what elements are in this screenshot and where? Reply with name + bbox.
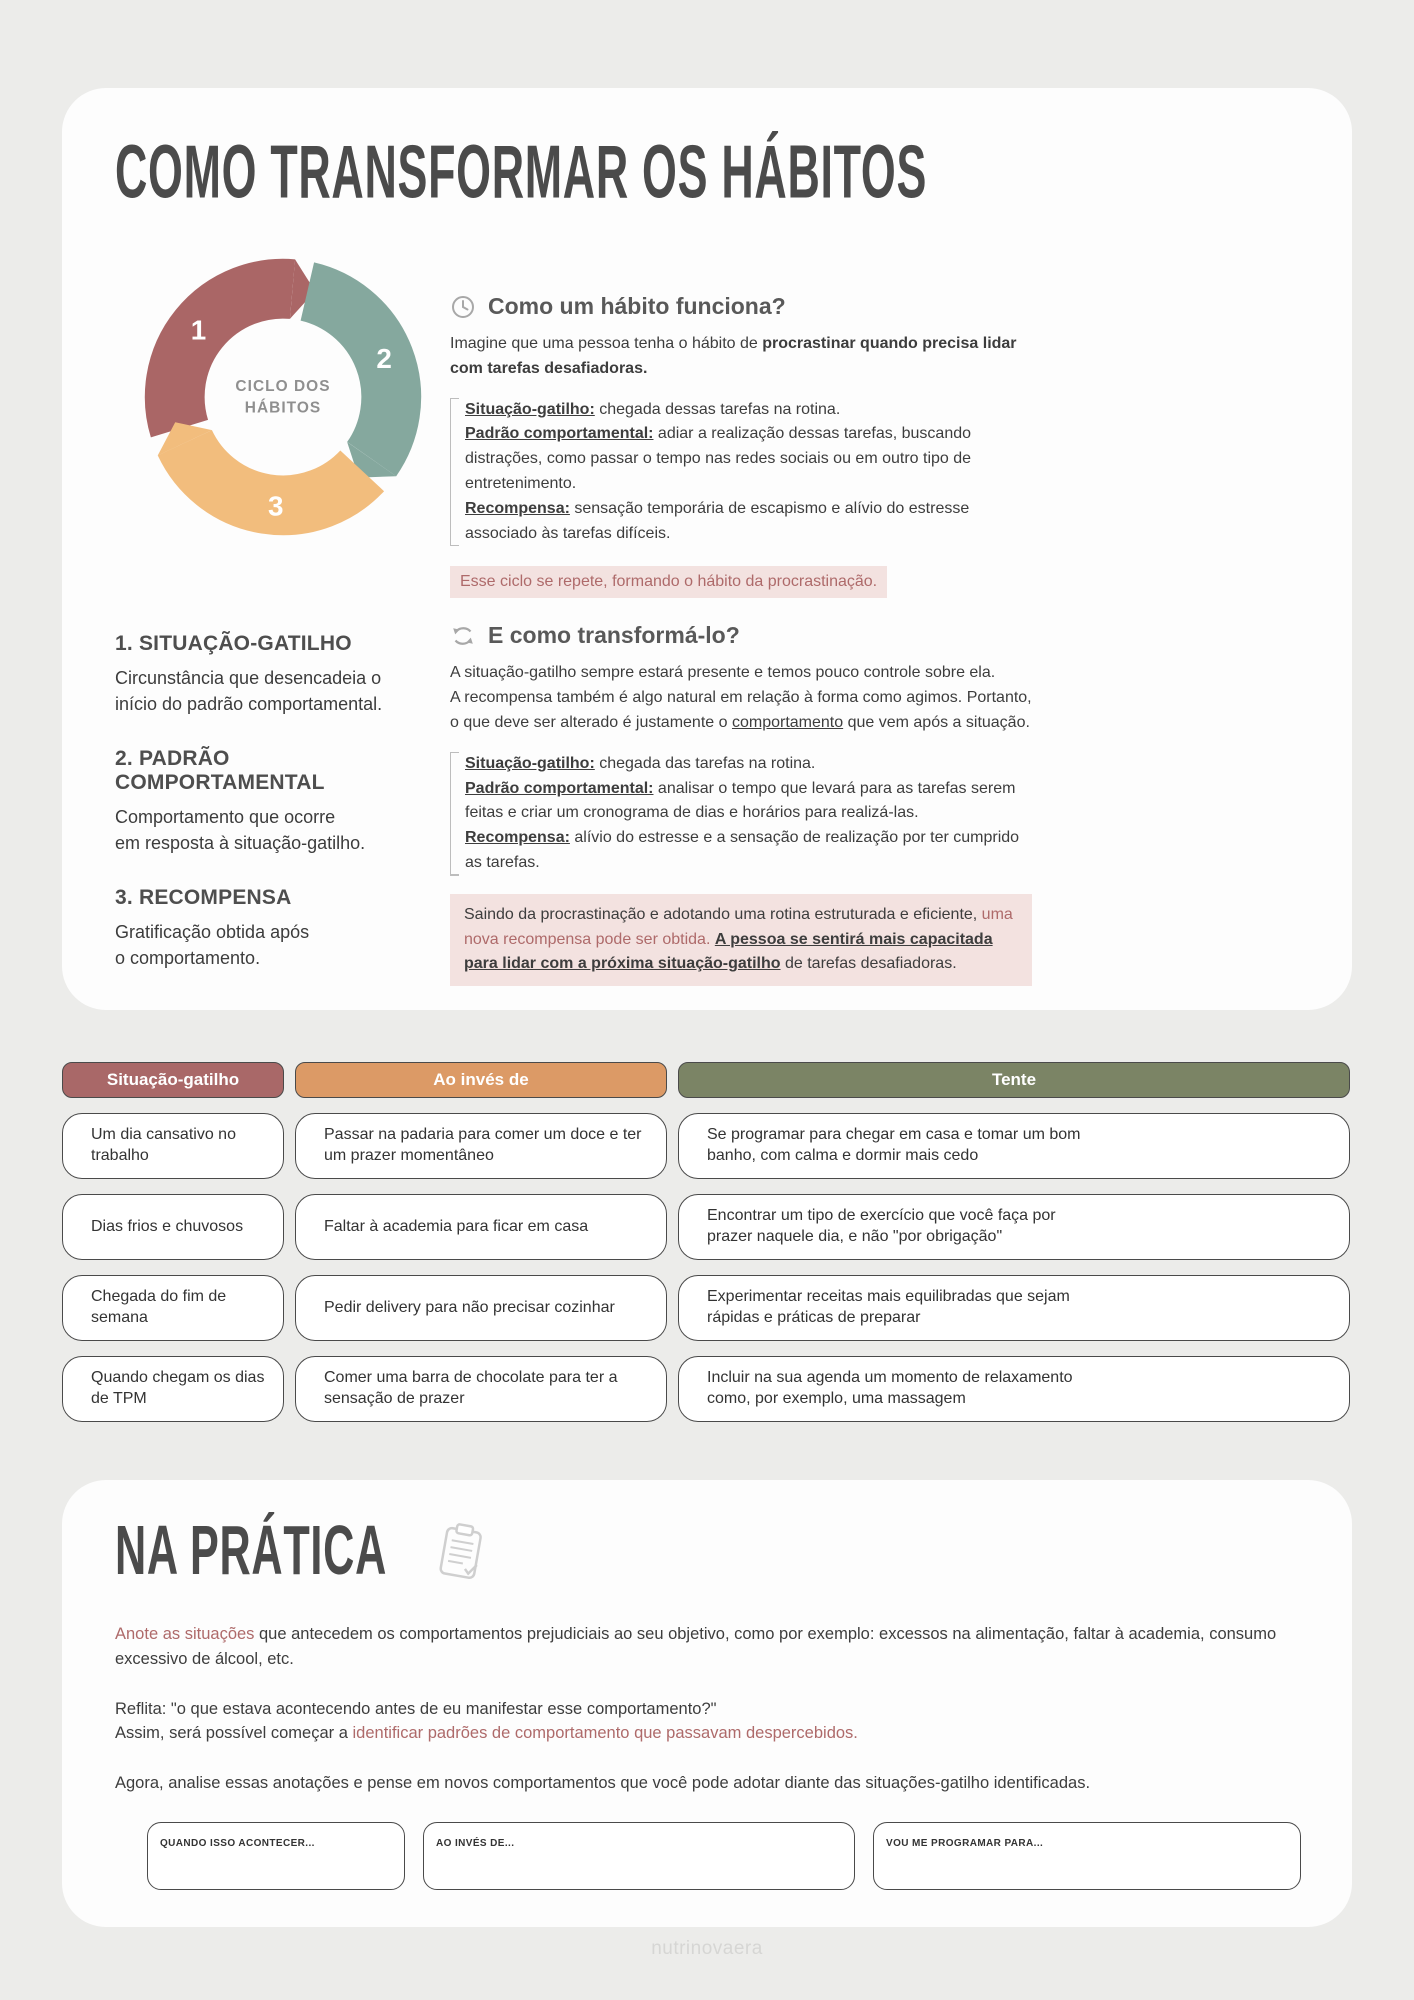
- worksheet-field-i-will-plan-to[interactable]: VOU ME PROGRAMAR PARA...: [873, 1822, 1301, 1890]
- cycle-repeats-highlight: Esse ciclo se repete, formando o hábito da procrastinação.: [450, 566, 887, 598]
- segment-number-2: 2: [376, 343, 392, 375]
- table-cell-r4c3: Incluir na sua agenda um momento de relaxamento como, por exemplo, uma massagem: [678, 1356, 1350, 1422]
- legend-item-2: [115, 747, 445, 856]
- page-title: COMO TRANSFORMAR OS HÁBITOS: [115, 129, 928, 215]
- legend-title-2: 2. PADRÃO COMPORTAMENTAL: [115, 747, 325, 795]
- table-cell-r2c1: Dias frios e chuvosos: [62, 1194, 284, 1260]
- habit-cycle-block-1: Situação-gatilho: chegada dessas tarefas na rotina. Padrão comportamental: adiar a realização dessas tarefas, buscando distrações, como passar o tempo nas redes sociais ou em outro tipo de entretenimento. Recompensa: sensação temporária de escapismo e alívio do estresse associado às tarefas difíceis.: [450, 398, 1032, 547]
- cycle-center-label-line2: HÁBITOS: [244, 399, 322, 417]
- segment-number-1: 1: [190, 314, 207, 346]
- clipboard-icon: [432, 1518, 489, 1583]
- practice-paragraph-2: Reflita: "o que estava acontecendo antes de eu manifestar esse comportamento?" Assim, será possível começar a identificar padrões de comportamento que passavam despercebidos.: [115, 1699, 858, 1743]
- table-cell-r4c2: Comer uma barra de chocolate para ter a sensação de prazer: [295, 1356, 667, 1422]
- table-cell-r2c2: Faltar à academia para ficar em casa: [295, 1194, 667, 1260]
- legend-desc-2: Comportamento que ocorre em resposta à situação-gatilho.: [115, 807, 366, 853]
- table-cell-r3c1: Chegada do fim de semana: [62, 1275, 284, 1341]
- table-cell-r3c3: Experimentar receitas mais equilibradas que sejam rápidas e práticas de preparar: [678, 1275, 1350, 1341]
- section-heading-how-to-transform: [450, 622, 1032, 649]
- brand-watermark: nutrinovaera: [651, 1938, 763, 1959]
- explanation-column: [450, 293, 1032, 986]
- habit-cycle-block-2: Situação-gatilho: chegada das tarefas na rotina. Padrão comportamental: analisar o tempo que levará para as tarefas serem feitas e criar um cronograma de dias e horários para realizá-las. Recompensa: alívio do estresse e a sensação de realização por ter cumprido as tarefas.: [450, 752, 1032, 876]
- table-cell-r4c1: Quando chegam os dias de TPM: [62, 1356, 284, 1422]
- practice-instructions: [115, 1622, 1295, 1821]
- practice-title: NA PRÁTICA: [115, 1511, 387, 1589]
- refresh-icon: [450, 623, 476, 649]
- legend-title-3: 3. RECOMPENSA: [115, 886, 292, 910]
- legend-item-1: [115, 632, 445, 717]
- habit-intro-paragraph: Imagine que uma pessoa tenha o hábito de procrastinar quando precisa lidar com tarefas desafiadoras.: [450, 335, 1017, 377]
- cycle-segment-3: [158, 422, 362, 505]
- transform-paragraph: A situação-gatilho sempre estará presente e temos pouco controle sobre ela. A recompensa também é algo natural em relação à forma como agimos. Portanto, o que deve ser alterado é justamente o comportamento que vem após a situação.: [450, 664, 1032, 731]
- table-cell-r1c3: Se programar para chegar em casa e tomar um bom banho, com calma e dormir mais cedo: [678, 1113, 1350, 1179]
- worksheet-field-instead-of[interactable]: AO INVÉS DE...: [423, 1822, 855, 1890]
- practice-paragraph-1: Anote as situações que antecedem os comportamentos prejudiciais ao seu objetivo, como por exemplo: excessos na alimentação, faltar à academia, consumo excessivo de álcool, etc.: [115, 1625, 1277, 1668]
- legend-item-3: [115, 886, 445, 971]
- section2-heading-text: E como transformá-lo?: [488, 622, 740, 649]
- legend-desc-3: Gratificação obtida após o comportamento.: [115, 922, 310, 968]
- intro-card: [62, 88, 1352, 1010]
- habit-cycle-diagram: [118, 232, 448, 562]
- clock-icon: [450, 294, 476, 320]
- column-header-try: Tente: [678, 1062, 1350, 1098]
- table-cell-r2c3: Encontrar um tipo de exercício que você faça por prazer naquele dia, e não "por obrigação": [678, 1194, 1350, 1260]
- section1-heading-text: Como um hábito funciona?: [488, 293, 786, 319]
- column-header-instead-of: Ao invés de: [295, 1062, 667, 1098]
- cycle-center-label-line1: CICLO DOS: [235, 377, 331, 395]
- segment-number-3: 3: [268, 490, 284, 522]
- table-cell-r1c1: Um dia cansativo no trabalho: [62, 1113, 284, 1179]
- habit-swap-table: [62, 1062, 1351, 1422]
- column-header-trigger: Situação-gatilho: [62, 1062, 284, 1098]
- practice-card: [62, 1480, 1352, 1927]
- legend-desc-1: Circunstância que desencadeia o início do padrão comportamental.: [115, 668, 383, 714]
- new-reward-highlight: Saindo da procrastinação e adotando uma rotina estruturada e eficiente, uma nova recompensa pode ser obtida. A pessoa se sentirá mais capacitada para lidar com a próxima situação-gatilho de tarefas desafiadoras.: [450, 894, 1032, 986]
- legend-title-1: 1. SITUAÇÃO-GATILHO: [115, 632, 352, 655]
- section-heading-how-habit-works: [450, 293, 1032, 320]
- cycle-legend: [115, 632, 445, 1001]
- table-cell-r1c2: Passar na padaria para comer um doce e ter um prazer momentâneo: [295, 1113, 667, 1179]
- worksheet-field-when-this-happens[interactable]: QUANDO ISSO ACONTECER...: [147, 1822, 405, 1890]
- table-cell-r3c2: Pedir delivery para não precisar cozinhar: [295, 1275, 667, 1341]
- practice-worksheet-row: [147, 1822, 1301, 1890]
- practice-paragraph-3: Agora, analise essas anotações e pense em novos comportamentos que você pode adotar diante das situações-gatilho identificadas.: [115, 1774, 1091, 1792]
